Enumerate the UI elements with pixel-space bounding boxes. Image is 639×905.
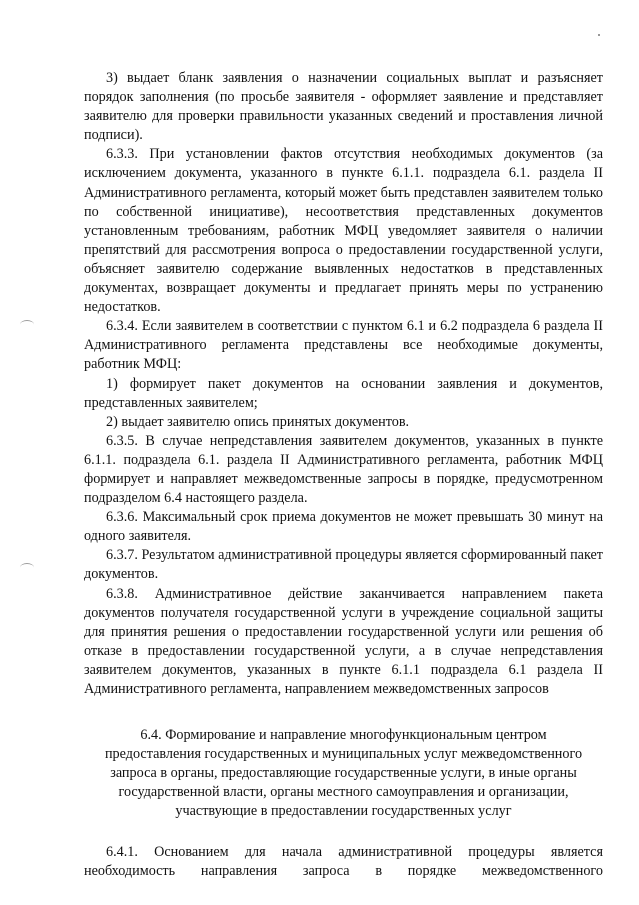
paragraph-6-3-5: 6.3.5. В случае непредставления заявителем документов, указанных в пункте 6.1.1. подраздела 6.1. раздела II Административного регламента, работник МФЦ формирует и направляет межведомственные запросы в порядке, предусмотренном подразделом 6.4 настоящего раздела. xyxy=(84,432,603,507)
scan-artifact xyxy=(20,320,34,329)
scan-artifact xyxy=(598,34,600,36)
heading-line: 6.4. Формирование и направление многофункциональным центром xyxy=(140,727,547,744)
paragraph-6-3-7: 6.3.7. Результатом административной процедуры является сформированный пакет документов. xyxy=(84,547,604,583)
heading-line: государственной власти, органы местного самоуправления и организации, xyxy=(118,784,569,801)
paragraph-6-3-4: 6.3.4. Если заявителем в соответствии с пунктом 6.1 и 6.2 подраздела 6 раздела II Административного регламента представлены все необходимые документы, работник МФЦ: xyxy=(84,318,603,373)
document-body xyxy=(84,69,603,881)
section-heading-6-4 xyxy=(84,726,603,821)
scan-artifact xyxy=(20,563,34,572)
paragraph-6-3-8: 6.3.8. Административное действие заканчивается направлением пакета документов получателя государственной услуги в учреждение социальной защиты для принятия решения о предоставлении государственной услуги или решения об отказе в предоставлении государственной услуги, а в случае непредставления заявителем документов, указанных в пункте 6.1.1 подраздела 6.1 раздела II Административного регламента, направлением межведомственных запросов xyxy=(84,585,603,697)
heading-line: предоставления государственных и муниципальных услуг межведомственного xyxy=(104,746,583,763)
paragraph-6-3-3: 6.3.3. При установлении фактов отсутствия необходимых документов (за исключением документа, указанного в пункте 6.1.1. подраздела 6.1. раздела II Административного регламента, который может быть представлен заявителем только по собственной инициативе), несоответствия представленных документов установленным требованиям, работник МФЦ уведомляет заявителя о наличии препятствий для рассмотрения вопроса о предоставлении государственной услуги, объясняет заявителю содержание выявленных недостатков в представленных документах, возвращает документы и предлагает принять меры по устранению недостатков. xyxy=(84,146,603,316)
paragraph-item-2: 2) выдает заявителю опись принятых документов. xyxy=(106,413,410,430)
heading-line: запроса в органы, предоставляющие государственные услуги, в иные органы xyxy=(110,765,577,782)
heading-line: участвующие в предоставлении государственных услуг xyxy=(175,803,512,820)
paragraph-item-3: 3) выдает бланк заявления о назначении социальных выплат и разъясняет порядок заполнения (по просьбе заявителя - оформляет заявление и представляет заявителю для проверки правильности указанных сведений и проставления личной подписи). xyxy=(84,70,603,144)
paragraph-item-1: 1) формирует пакет документов на основании заявления и документов, представленных заявителем; xyxy=(84,375,603,411)
paragraph-6-3-6: 6.3.6. Максимальный срок приема документов не может превышать 30 минут на одного заявителя. xyxy=(84,509,603,545)
paragraph-6-4-1: 6.4.1. Основанием для начала административной процедуры является необходимость направления запроса в порядке межведомственного xyxy=(84,843,603,879)
